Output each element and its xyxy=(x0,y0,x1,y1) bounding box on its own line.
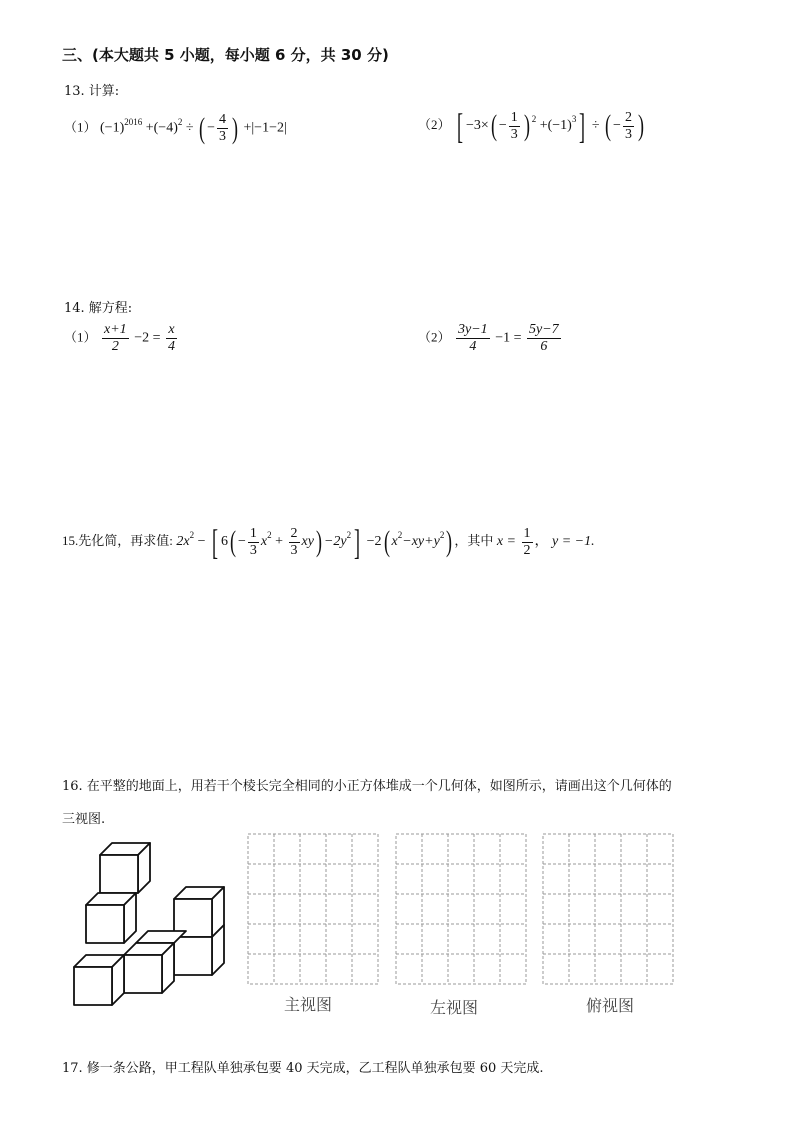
q14-p2-fraction1 xyxy=(456,322,490,355)
q15-exp-y: 2 xyxy=(346,530,352,541)
q13-p2-term1: −3× xyxy=(466,118,489,134)
q13-p1-exp2: 2 xyxy=(177,116,183,127)
fraction-denominator: 2 xyxy=(523,542,531,558)
fraction-numerator: 4 xyxy=(218,112,226,127)
q13-p1-fraction xyxy=(217,112,228,145)
q13-p2-lparen1: ( xyxy=(490,109,497,142)
fraction-numerator: 5y−7 xyxy=(528,322,559,337)
q16-line1: 16. 在平整的地面上，用若干个棱长完全相同的小正方体堆成一个几何体，如图所示，请画出这个几何体的 xyxy=(62,779,672,794)
q15-comma: ， xyxy=(534,534,549,550)
q14-p2-fraction2 xyxy=(527,322,561,355)
q15-fraction1 xyxy=(248,526,259,559)
q15-six: 6 xyxy=(221,534,228,550)
top-view-grid[interactable] xyxy=(542,833,674,985)
q14-p1-fraction2 xyxy=(166,322,177,355)
q13-p1-exp1: 2016 xyxy=(124,116,143,127)
q15-minus-two: −2 xyxy=(366,534,382,550)
q15-exp-x2: 2 xyxy=(397,530,403,541)
q13-p1-abs: +|−1−2| xyxy=(243,120,287,136)
q17-text: 17. 修一条公路，甲工程队单独承包要 40 天完成，乙工程队单独承包要 60 天完成. xyxy=(62,1061,544,1076)
q15-x-eq: x = xyxy=(496,534,516,550)
fraction-numerator: 1 xyxy=(523,525,531,541)
q13-p2-fraction2 xyxy=(623,110,634,143)
q15-rbracket: ] xyxy=(354,522,361,562)
fraction-denominator: 6 xyxy=(540,339,548,354)
q13-p2-exp2: 3 xyxy=(571,114,577,125)
fraction-numerator: 3y−1 xyxy=(458,322,488,337)
q14-p1-middle: −2 = xyxy=(134,330,161,346)
fraction-denominator: 3 xyxy=(510,126,518,142)
q14-p2-middle: −1 = xyxy=(495,330,522,346)
q13-p2-lparen2: ( xyxy=(605,109,612,142)
q15-x: x xyxy=(260,534,268,550)
q15-lparen2: ( xyxy=(383,525,390,558)
q15-a: 2x xyxy=(176,534,190,550)
left-view-caption: 左视图 xyxy=(430,998,479,1017)
left-view-grid[interactable] xyxy=(395,833,527,985)
q13-p2-index: （2） xyxy=(418,117,451,133)
q16-line2: 三视图. xyxy=(62,812,106,827)
cube xyxy=(100,843,150,893)
q13-p1-term2: +(−4) xyxy=(145,120,178,136)
q15-where: ，其中 xyxy=(454,533,494,549)
q14-p2-index: （2） xyxy=(418,329,451,345)
fraction-denominator: 3 xyxy=(624,126,632,142)
q14-part1 xyxy=(64,322,179,355)
q15-plus: + xyxy=(275,534,284,550)
q13-p2-neg2: − xyxy=(613,118,621,134)
q13-p2-rparen1: ) xyxy=(523,109,530,142)
q15-exp-a: 2 xyxy=(189,530,195,541)
section-title: 三、(本大题共 5 小题，每小题 6 分，共 30 分) xyxy=(62,46,389,64)
q15-exp-x: 2 xyxy=(267,530,272,541)
q13-p2-term2: +(−1) xyxy=(539,118,572,134)
q13-p1-div: ÷ xyxy=(185,120,194,136)
q15-rest: −xy+y xyxy=(402,534,440,550)
q13-p2-neg1: − xyxy=(498,118,507,134)
fraction-denominator: 4 xyxy=(469,339,477,354)
q15-label: 15.先化简，再求值: xyxy=(62,533,173,549)
fraction-numerator: 1 xyxy=(510,109,518,125)
fraction-numerator: 2 xyxy=(624,109,632,125)
q13-p2-fraction1 xyxy=(509,110,520,143)
cube xyxy=(86,893,136,943)
fraction-numerator: 1 xyxy=(249,525,257,541)
q15-neg: − xyxy=(238,534,246,550)
q15-expression xyxy=(62,524,595,560)
q15-xy: xy xyxy=(301,534,314,550)
cube xyxy=(74,955,124,1005)
q15-minus: − xyxy=(197,534,206,550)
q13-part1 xyxy=(64,112,287,145)
cube xyxy=(174,887,224,937)
q13-p2-rbracket: ] xyxy=(579,106,586,146)
cube-stack-figure xyxy=(70,835,240,1015)
q13-p2-rparen2: ) xyxy=(637,109,644,142)
fraction-denominator: 3 xyxy=(249,542,257,558)
fraction-denominator: 2 xyxy=(111,339,119,354)
cube xyxy=(124,943,174,993)
fraction-numerator: 2 xyxy=(290,525,298,541)
q14-p1-fraction1 xyxy=(102,322,129,355)
q14-label: 14. 解方程: xyxy=(64,301,133,316)
q15-fraction2 xyxy=(289,526,300,559)
q13-p1-rparen: ) xyxy=(231,111,238,145)
q15-exp-y2: 2 xyxy=(439,530,445,541)
q13-p2-lbracket: [ xyxy=(457,106,464,146)
q13-p2-div: ÷ xyxy=(591,118,600,134)
front-view-caption: 主视图 xyxy=(284,995,333,1014)
q15-rparen2: ) xyxy=(446,525,453,558)
q13-p1-neg: − xyxy=(207,120,215,136)
q13-p1-index: （1） xyxy=(64,119,97,135)
q13-p1-term1: (−1) xyxy=(100,120,125,136)
q15-x-value xyxy=(522,526,533,559)
fraction-numerator: x+1 xyxy=(104,322,127,337)
q13-p1-lparen: ( xyxy=(199,111,206,145)
q15-y-term: −2y xyxy=(323,534,347,550)
q13-part2 xyxy=(418,108,646,144)
fraction-denominator: 4 xyxy=(167,339,175,354)
q15-x2: x xyxy=(391,534,398,550)
q15-rparen: ) xyxy=(315,525,322,558)
q14-p1-index: （1） xyxy=(64,329,97,345)
q13-label: 13. 计算: xyxy=(64,84,120,99)
q14-part2 xyxy=(418,322,563,355)
front-view-grid[interactable] xyxy=(247,833,379,985)
top-view-caption: 俯视图 xyxy=(586,996,635,1015)
fraction-denominator: 3 xyxy=(218,129,226,144)
q15-lparen: ( xyxy=(230,525,236,558)
q13-p2-exp1: 2 xyxy=(531,114,537,125)
fraction-numerator: x xyxy=(168,322,175,337)
fraction-denominator: 3 xyxy=(290,542,298,558)
q15-y-eq: y = −1. xyxy=(552,534,595,550)
q15-lbracket: [ xyxy=(212,522,218,562)
